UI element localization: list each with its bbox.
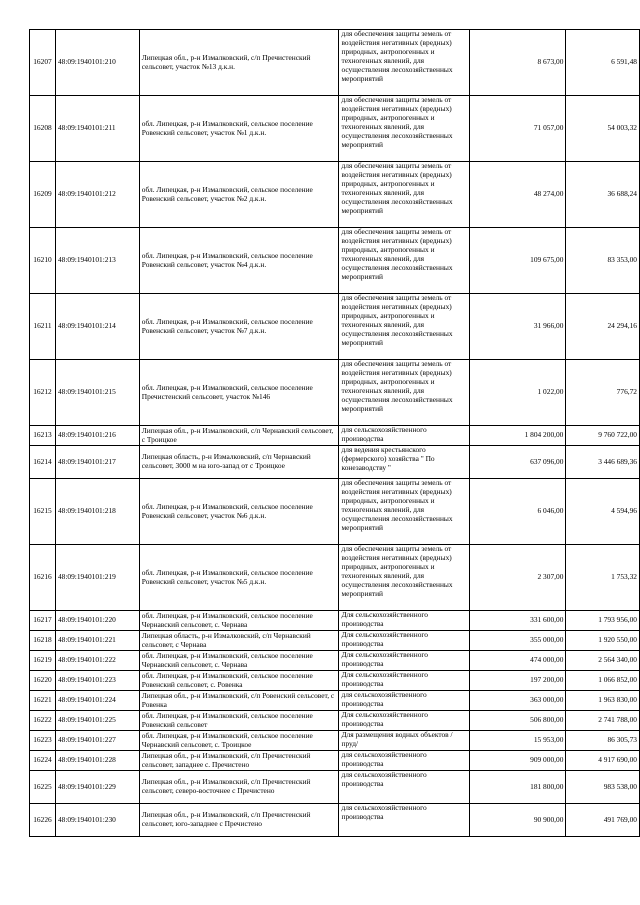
- cadastral-number-cell: 48:09:1940101:228: [55, 751, 139, 771]
- address-cell: Липецкая обл., р-н Измалковский, с/п Чернавский сельсовет, с Троицкое: [139, 426, 339, 446]
- cadastral-number-cell: 48:09:1940101:215: [55, 360, 139, 426]
- table-row: [30, 228, 640, 294]
- address-cell: обл. Липецкая, р-н Измалковский, сельское поселение Ровенский сельсовет: [139, 711, 339, 731]
- cadastral-number-cell: 48:09:1940101:216: [55, 426, 139, 446]
- table-row: [30, 711, 640, 731]
- permitted-use-cell: для сельскохозяйственного производства: [339, 771, 470, 804]
- cadastral-value-cell: 1 920 550,00: [566, 631, 640, 651]
- address-cell: обл. Липецкая, р-н Измалковский, сельское поселение Ровенский сельсовет, участок №6 д.к.н.: [139, 479, 339, 545]
- cadastral-value-cell: 1 066 852,00: [566, 671, 640, 691]
- row-number-cell: 16217: [30, 611, 56, 631]
- table-row: [30, 731, 640, 751]
- area-cell: 48 274,00: [470, 162, 566, 228]
- area-cell: 909 000,00: [470, 751, 566, 771]
- cadastral-value-cell: 36 688,24: [566, 162, 640, 228]
- cadastral-value-cell: 1 963 830,00: [566, 691, 640, 711]
- area-cell: 31 966,00: [470, 294, 566, 360]
- address-cell: Липецкая обл., р-н Измалковский, с/п Ровенский сельсовет, с Ровенка: [139, 691, 339, 711]
- area-cell: 2 307,00: [470, 545, 566, 611]
- address-cell: Липецкая обл., р-н Измалковский, с/п Пречистенский сельсовет, участок №13 д.к.н.: [139, 30, 339, 96]
- cadastral-value-cell: 2 564 340,00: [566, 651, 640, 671]
- cadastral-value-cell: 2 741 788,00: [566, 711, 640, 731]
- permitted-use-cell: для сельскохозяйственного производства: [339, 691, 470, 711]
- address-cell: обл. Липецкая, р-н Измалковский, сельское поселение Чернавский сельсовет, с. Троицкое: [139, 731, 339, 751]
- cadastral-value-cell: 86 305,73: [566, 731, 640, 751]
- cadastral-number-cell: 48:09:1940101:212: [55, 162, 139, 228]
- permitted-use-cell: для ведения крестьянского (фермерского) хозяйства " По конезаводству ": [339, 446, 470, 479]
- row-number-cell: 16216: [30, 545, 56, 611]
- row-number-cell: 16225: [30, 771, 56, 804]
- row-number-cell: 16209: [30, 162, 56, 228]
- cadastral-value-cell: 3 446 689,36: [566, 446, 640, 479]
- permitted-use-cell: для обеспечения защиты земель от воздействия негативных (вредных) природных, антропогенных и техногенных явлений, для осуществления лесохозяйственных мероприятий: [339, 30, 470, 96]
- land-plots-table: [29, 29, 640, 837]
- area-cell: 474 000,00: [470, 651, 566, 671]
- table-row: [30, 545, 640, 611]
- cadastral-number-cell: 48:09:1940101:229: [55, 771, 139, 804]
- cadastral-number-cell: 48:09:1940101:224: [55, 691, 139, 711]
- permitted-use-cell: для обеспечения защиты земель от воздействия негативных (вредных) природных, антропогенных и техногенных явлений, для осуществления лесохозяйственных мероприятий: [339, 228, 470, 294]
- table-body: [30, 30, 640, 837]
- cadastral-value-cell: 491 769,00: [566, 804, 640, 837]
- cadastral-value-cell: 1 753,32: [566, 545, 640, 611]
- cadastral-value-cell: 54 003,32: [566, 96, 640, 162]
- cadastral-number-cell: 48:09:1940101:230: [55, 804, 139, 837]
- cadastral-number-cell: 48:09:1940101:227: [55, 731, 139, 751]
- address-cell: обл. Липецкая, р-н Измалковский, сельское поселение Ровенский сельсовет, с. Ровенка: [139, 671, 339, 691]
- cadastral-value-cell: 776,72: [566, 360, 640, 426]
- permitted-use-cell: для обеспечения защиты земель от воздействия негативных (вредных) природных, антропогенных и техногенных явлений, для осуществления лесохозяйственных мероприятий: [339, 545, 470, 611]
- cadastral-value-cell: 24 294,16: [566, 294, 640, 360]
- area-cell: 331 600,00: [470, 611, 566, 631]
- area-cell: 637 096,00: [470, 446, 566, 479]
- cadastral-number-cell: 48:09:1940101:217: [55, 446, 139, 479]
- table-row: [30, 162, 640, 228]
- cadastral-number-cell: 48:09:1940101:211: [55, 96, 139, 162]
- row-number-cell: 16211: [30, 294, 56, 360]
- permitted-use-cell: Для сельскохозяйственного производства: [339, 631, 470, 651]
- address-cell: Липецкая обл., р-н Измалковский, с/п Пречистенский сельсовет, юго-западнее с Пречистено: [139, 804, 339, 837]
- area-cell: 181 800,00: [470, 771, 566, 804]
- cadastral-value-cell: 1 793 956,00: [566, 611, 640, 631]
- cadastral-value-cell: 9 760 722,00: [566, 426, 640, 446]
- address-cell: обл. Липецкая, р-н Измалковский, сельское поселение Ровенский сельсовет, участок №2 д.к.н.: [139, 162, 339, 228]
- area-cell: 15 953,00: [470, 731, 566, 751]
- permitted-use-cell: для сельскохозяйственного производства: [339, 426, 470, 446]
- table-row: [30, 360, 640, 426]
- table-row: [30, 651, 640, 671]
- cadastral-number-cell: 48:09:1940101:220: [55, 611, 139, 631]
- address-cell: обл. Липецкая, р-н Измалковский, сельское поселение Ровенский сельсовет, участок №1 д.к.н.: [139, 96, 339, 162]
- table-row: [30, 96, 640, 162]
- row-number-cell: 16222: [30, 711, 56, 731]
- row-number-cell: 16212: [30, 360, 56, 426]
- row-number-cell: 16221: [30, 691, 56, 711]
- table-row: [30, 426, 640, 446]
- permitted-use-cell: Для сельскохозяйственного производства: [339, 651, 470, 671]
- cadastral-number-cell: 48:09:1940101:223: [55, 671, 139, 691]
- row-number-cell: 16213: [30, 426, 56, 446]
- address-cell: Липецкая область, р-н Измалковский, с/п Чернавский сельсовет, с Чернава: [139, 631, 339, 651]
- cadastral-number-cell: 48:09:1940101:219: [55, 545, 139, 611]
- permitted-use-cell: Для размещения водных объектов /пруд/: [339, 731, 470, 751]
- table-row: [30, 691, 640, 711]
- area-cell: 71 057,00: [470, 96, 566, 162]
- table-row: [30, 30, 640, 96]
- permitted-use-cell: Для сельскохозяйственного производства: [339, 711, 470, 731]
- address-cell: Липецкая обл., р-н Измалковский, с/п Пречистенский сельсовет, северо-восточнее с Пречистено: [139, 771, 339, 804]
- row-number-cell: 16223: [30, 731, 56, 751]
- address-cell: обл. Липецкая, р-н Измалковский, сельское поселение Ровенский сельсовет, участок №5 д.к.н.: [139, 545, 339, 611]
- row-number-cell: 16220: [30, 671, 56, 691]
- row-number-cell: 16215: [30, 479, 56, 545]
- area-cell: 90 900,00: [470, 804, 566, 837]
- table-row: [30, 631, 640, 651]
- cadastral-value-cell: 983 538,00: [566, 771, 640, 804]
- cadastral-number-cell: 48:09:1940101:222: [55, 651, 139, 671]
- row-number-cell: 16214: [30, 446, 56, 479]
- area-cell: 1 022,00: [470, 360, 566, 426]
- address-cell: обл. Липецкая, р-н Измалковский, сельское поселение Чернавский сельсовет, с. Чернава: [139, 651, 339, 671]
- permitted-use-cell: для обеспечения защиты земель от воздействия негативных (вредных) природных, антропогенных и техногенных явлений, для осуществления лесохозяйственных мероприятий: [339, 360, 470, 426]
- table-row: [30, 671, 640, 691]
- area-cell: 8 673,00: [470, 30, 566, 96]
- area-cell: 6 046,00: [470, 479, 566, 545]
- table-row: [30, 446, 640, 479]
- area-cell: 506 800,00: [470, 711, 566, 731]
- area-cell: 355 000,00: [470, 631, 566, 651]
- cadastral-number-cell: 48:09:1940101:218: [55, 479, 139, 545]
- row-number-cell: 16207: [30, 30, 56, 96]
- row-number-cell: 16210: [30, 228, 56, 294]
- address-cell: Липецкая обл., р-н Измалковский, с/п Пречистенский сельсовет, западнее с. Пречистено: [139, 751, 339, 771]
- permitted-use-cell: Для сельскохозяйственного производства: [339, 611, 470, 631]
- address-cell: обл. Липецкая, р-н Измалковский, сельское поселение Ровенский сельсовет, участок №7 д.к.н.: [139, 294, 339, 360]
- address-cell: обл. Липецкая, р-н Измалковский, сельское поселение Чернавский сельсовет, с. Чернава: [139, 611, 339, 631]
- area-cell: 363 000,00: [470, 691, 566, 711]
- address-cell: Липецкая область, р-н Измалковский, с/п Чернавский сельсовет, 3000 м на юго-запад от с Троицкое: [139, 446, 339, 479]
- table-row: [30, 804, 640, 837]
- cadastral-number-cell: 48:09:1940101:210: [55, 30, 139, 96]
- address-cell: обл. Липецкая, р-н Измалковский, сельское поселение Ровенский сельсовет, участок №4 д.к.н.: [139, 228, 339, 294]
- area-cell: 109 675,00: [470, 228, 566, 294]
- table-row: [30, 771, 640, 804]
- permitted-use-cell: Для сельскохозяйственного производства: [339, 671, 470, 691]
- permitted-use-cell: для сельскохозяйственного производства: [339, 751, 470, 771]
- permitted-use-cell: для сельскохозяйственного производства: [339, 804, 470, 837]
- address-cell: обл. Липецкая, р-н Измалковский, сельское поселение Пречистенский сельсовет, участок №146: [139, 360, 339, 426]
- table-row: [30, 611, 640, 631]
- table-row: [30, 751, 640, 771]
- permitted-use-cell: для обеспечения защиты земель от воздействия негативных (вредных) природных, антропогенных и техногенных явлений, для осуществления лесохозяйственных мероприятий: [339, 162, 470, 228]
- permitted-use-cell: для обеспечения защиты земель от воздействия негативных (вредных) природных, антропогенных и техногенных явлений, для осуществления лесохозяйственных мероприятий: [339, 479, 470, 545]
- cadastral-number-cell: 48:09:1940101:225: [55, 711, 139, 731]
- permitted-use-cell: для обеспечения защиты земель от воздействия негативных (вредных) природных, антропогенных и техногенных явлений, для осуществления лесохозяйственных мероприятий: [339, 294, 470, 360]
- cadastral-number-cell: 48:09:1940101:213: [55, 228, 139, 294]
- table-row: [30, 294, 640, 360]
- area-cell: 197 200,00: [470, 671, 566, 691]
- row-number-cell: 16219: [30, 651, 56, 671]
- cadastral-value-cell: 6 591,48: [566, 30, 640, 96]
- cadastral-number-cell: 48:09:1940101:214: [55, 294, 139, 360]
- cadastral-value-cell: 4 594,96: [566, 479, 640, 545]
- row-number-cell: 16218: [30, 631, 56, 651]
- row-number-cell: 16224: [30, 751, 56, 771]
- row-number-cell: 16208: [30, 96, 56, 162]
- permitted-use-cell: для обеспечения защиты земель от воздействия негативных (вредных) природных, антропогенных и техногенных явлений, для осуществления лесохозяйственных мероприятий: [339, 96, 470, 162]
- cadastral-value-cell: 4 917 690,00: [566, 751, 640, 771]
- cadastral-value-cell: 83 353,00: [566, 228, 640, 294]
- table-row: [30, 479, 640, 545]
- area-cell: 1 804 200,00: [470, 426, 566, 446]
- row-number-cell: 16226: [30, 804, 56, 837]
- cadastral-number-cell: 48:09:1940101:221: [55, 631, 139, 651]
